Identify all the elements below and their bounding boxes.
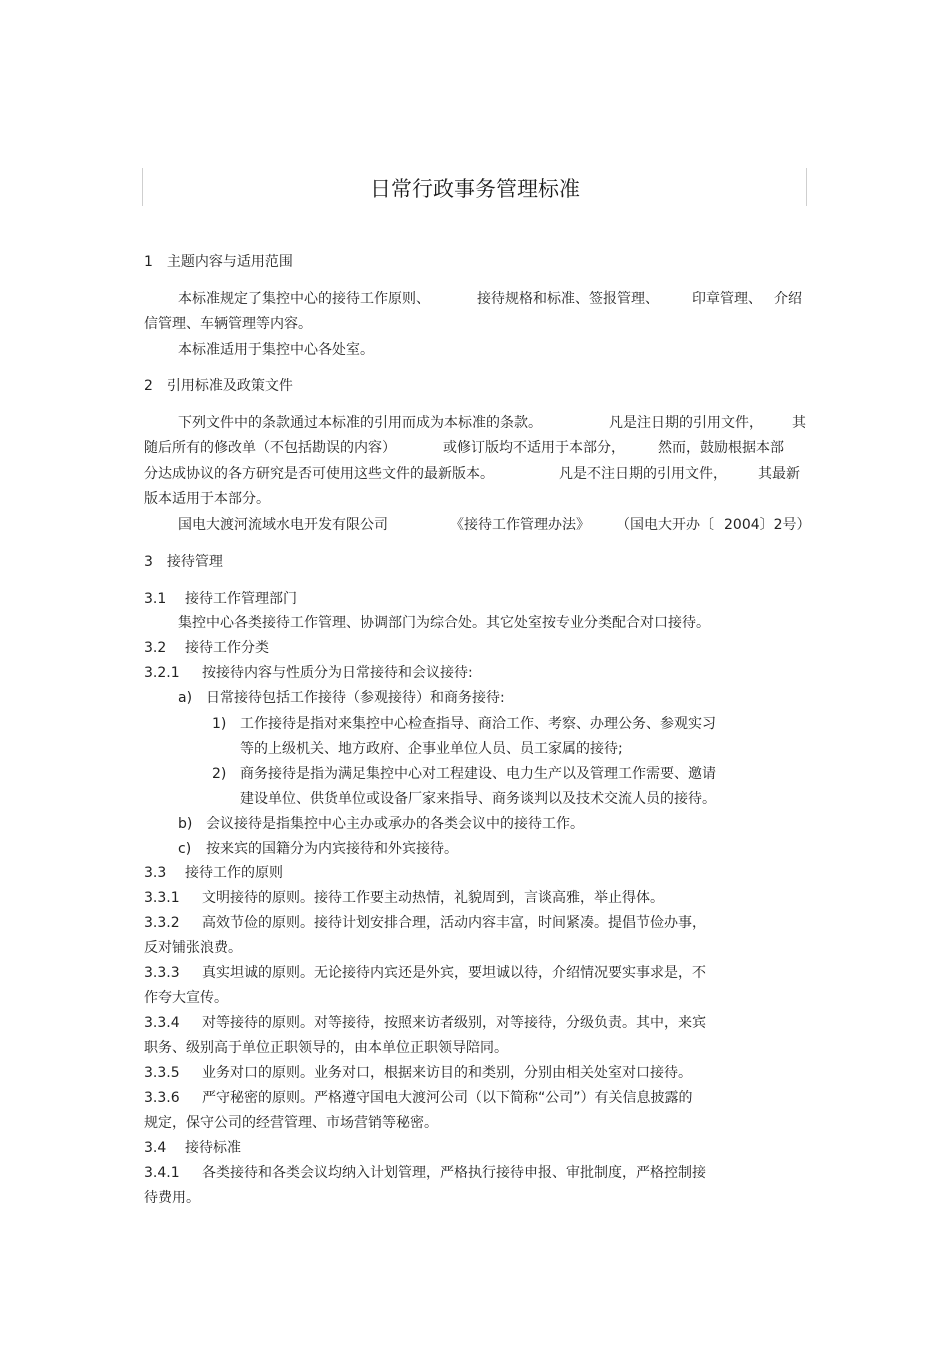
- section-1-heading: 1 主题内容与适用范围: [144, 254, 293, 270]
- clause-3-4-1-cont: 待费用。: [144, 1190, 200, 1206]
- clause-3-3-6-num: 3.3.6: [144, 1090, 180, 1106]
- section-2-line1-seg2: 凡是注日期的引用文件，: [609, 415, 763, 431]
- section-2-line2-seg1: 随后所有的修改单（不包括勘误的内容）: [144, 440, 396, 456]
- clause-3-3-text: 接待工作的原则: [185, 865, 283, 881]
- section-2-line1-seg1: 下列文件中的条款通过本标准的引用而成为本标准的条款。: [178, 415, 542, 431]
- clause-3-3-6-text: 严守秘密的原则。严格遵守国电大渡河公司（以下简称“公司”）有关信息披露的: [202, 1090, 693, 1106]
- clause-3-3-6-cont: 规定，保守公司的经营管理、市场营销等秘密。: [144, 1115, 438, 1131]
- document-title: 日常行政事务管理标准: [370, 177, 580, 201]
- clause-3-3-2-text: 高效节俭的原则。接待计划安排合理，活动内容丰富，时间紧凑。提倡节俭办事，: [202, 915, 706, 931]
- section-2-line3-seg2: 凡是不注日期的引用文件，: [559, 466, 727, 482]
- section-2-line1-seg3: 其: [792, 415, 806, 431]
- section-3-heading: 3 接待管理: [144, 554, 223, 570]
- item-a2-line2: 建设单位、供货单位或设备厂家来指导、商务谈判以及技术交流人员的接待。: [240, 791, 716, 807]
- clause-3-3-3-text: 真实坦诚的原则。无论接待内宾还是外宾，要坦诚以待，介绍情况要实事求是，不: [202, 965, 706, 981]
- item-a2-line1: 商务接待是指为满足集控中心对工程建设、电力生产以及管理工作需要、邀请: [240, 766, 716, 782]
- section-2-line3-seg1: 分达成协议的各方研究是否可使用这些文件的最新版本。: [144, 466, 494, 482]
- clause-3-3-1-text: 文明接待的原则。接待工作要主动热情，礼貌周到，言谈高雅，举止得体。: [202, 890, 664, 906]
- clause-3-3-4-text: 对等接待的原则。对等接待，按照来访者级别，对等接待，分级负责。其中，来宾: [202, 1015, 706, 1031]
- item-a-text: 日常接待包括工作接待（参观接待）和商务接待:: [206, 690, 505, 706]
- clause-3-3-2-num: 3.3.2: [144, 915, 180, 931]
- section-2-heading: 2 引用标准及政策文件: [144, 378, 293, 394]
- section-1-para2: 本标准适用于集控中心各处室。: [178, 342, 374, 358]
- clause-3-1-text: 接待工作管理部门: [185, 591, 297, 607]
- section-1-para1-seg3: 印章管理、: [692, 291, 762, 307]
- clause-3-2-text: 接待工作分类: [185, 640, 269, 656]
- section-2-line4: 版本适用于本部分。: [144, 491, 270, 507]
- section-2-ref-number-a: （国电大开办〔: [616, 517, 714, 533]
- clause-3-3-1-num: 3.3.1: [144, 890, 180, 906]
- section-1-para1-seg2: 接待规格和标准、签报管理、: [477, 291, 659, 307]
- section-2-line3-seg3: 其最新: [758, 466, 800, 482]
- item-a-num: a): [178, 690, 193, 706]
- clause-3-1-body: 集控中心各类接待工作管理、协调部门为综合处。其它处室按专业分类配合对口接待。: [178, 615, 710, 631]
- clause-3-4-1-num: 3.4.1: [144, 1165, 180, 1181]
- clause-3-4-num: 3.4: [144, 1140, 167, 1156]
- clause-3-4-1-text: 各类接待和各类会议均纳入计划管理，严格执行接待申报、审批制度，严格控制接: [202, 1165, 706, 1181]
- clause-3-3-5-num: 3.3.5: [144, 1065, 180, 1081]
- clause-3-1-num: 3.1: [144, 591, 167, 607]
- section-2-line2-seg2: 或修订版均不适用于本部分，: [443, 440, 625, 456]
- item-a1-line1: 工作接待是指对来集控中心检查指导、商洽工作、考察、办理公务、参观实习: [240, 716, 716, 732]
- clause-3-3-4-cont: 职务、级别高于单位正职领导的，由本单位正职领导陪同。: [144, 1040, 508, 1056]
- section-2-line2-seg3: 然而，鼓励根据本部: [658, 440, 784, 456]
- clause-3-2-1-text: 按接待内容与性质分为日常接待和会议接待:: [202, 665, 473, 681]
- item-b-text: 会议接待是指集控中心主办或承办的各类会议中的接待工作。: [206, 816, 584, 832]
- item-c-text: 按来宾的国籍分为内宾接待和外宾接待。: [206, 841, 458, 857]
- clause-3-3-num: 3.3: [144, 865, 167, 881]
- item-b-num: b): [178, 816, 193, 832]
- clause-3-3-5-text: 业务对口的原则。业务对口，根据来访目的和类别，分别由相关处室对口接待。: [202, 1065, 692, 1081]
- clause-3-3-3-num: 3.3.3: [144, 965, 180, 981]
- clause-3-3-4-num: 3.3.4: [144, 1015, 180, 1031]
- section-2-ref-number-b: 2004〕2号）: [724, 517, 811, 533]
- section-1-para1-line2: 信管理、车辆管理等内容。: [144, 316, 312, 332]
- clause-3-3-2-cont: 反对铺张浪费。: [144, 940, 242, 956]
- section-1-para1-seg4: 介绍: [774, 291, 802, 307]
- item-c-num: c): [178, 841, 192, 857]
- clause-3-4-text: 接待标准: [185, 1140, 241, 1156]
- item-a1-num: 1): [212, 716, 227, 732]
- clause-3-3-3-cont: 作夸大宣传。: [144, 990, 228, 1006]
- clause-3-2-num: 3.2: [144, 640, 167, 656]
- section-1-para1-seg1: 本标准规定了集控中心的接待工作原则、: [178, 291, 430, 307]
- section-2-ref-company: 国电大渡河流域水电开发有限公司: [178, 517, 388, 533]
- item-a1-line2: 等的上级机关、地方政府、企事业单位人员、员工家属的接待;: [240, 741, 623, 757]
- item-a2-num: 2): [212, 766, 227, 782]
- clause-3-2-1-num: 3.2.1: [144, 665, 180, 681]
- section-2-ref-title: 《接待工作管理办法》: [450, 517, 590, 533]
